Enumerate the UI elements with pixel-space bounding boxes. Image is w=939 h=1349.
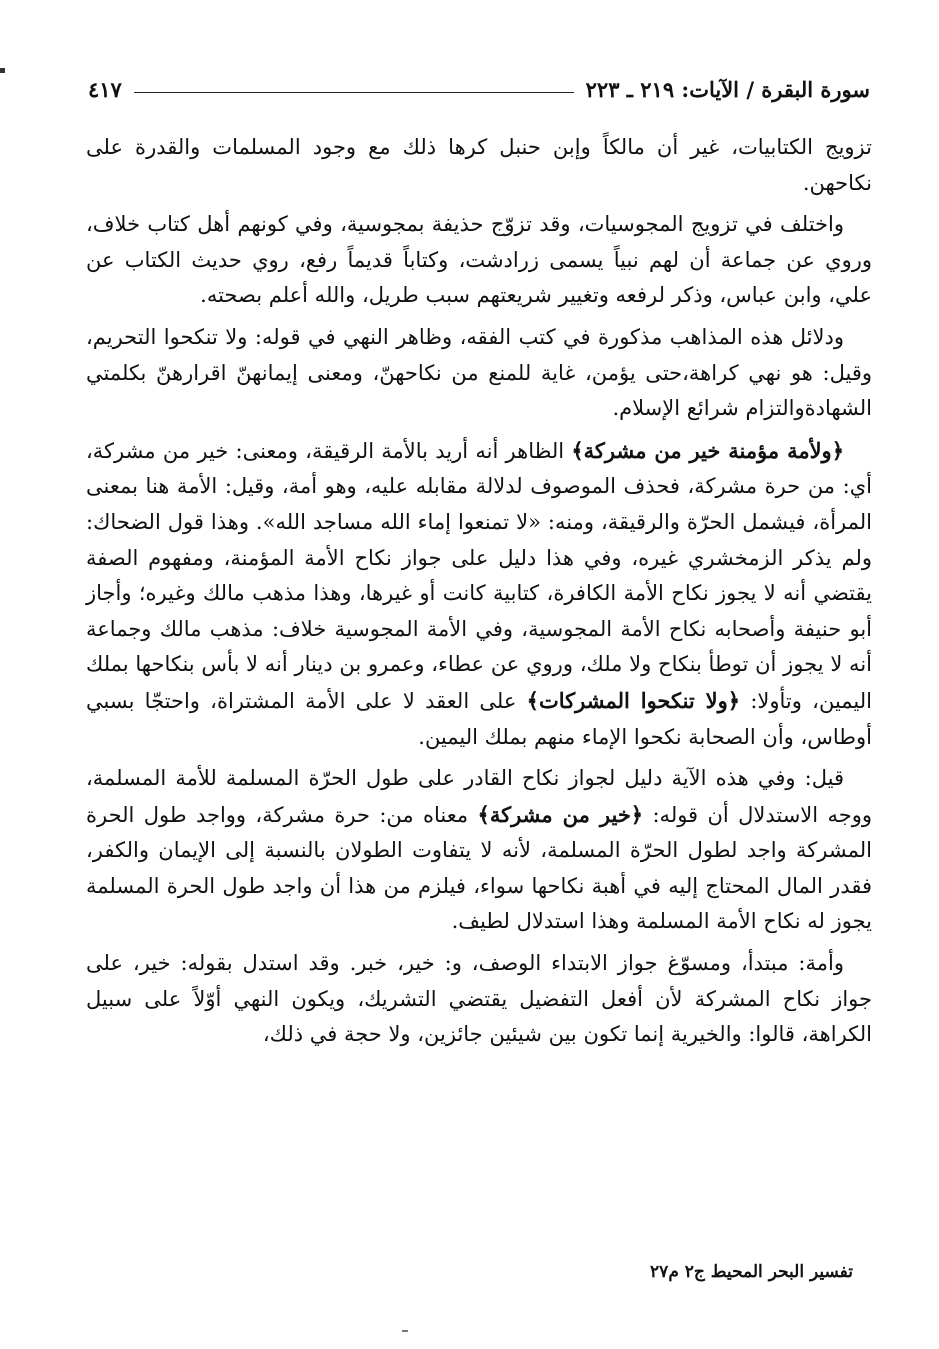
body-text [86, 130, 872, 1059]
paragraph-text: معناه من: حرة مشركة، وواجد طول الحرة المشركة واجد لطول الحرّة المسلمة، لأنه لا يتفاوت الطولان بالنسبة إلى الإيمان والكفر، فقدر المال المحتاج إليه في أهبة نكاحها سواء، فيلزم من هذا أن واجد طول الحرة المسلمة يجوز له نكاح الأمة المسلمة وهذا استدلال لطيف. [86, 802, 872, 934]
header-rule [134, 92, 574, 93]
paragraph [86, 130, 872, 201]
paragraph [86, 320, 872, 427]
scan-speck [402, 1330, 408, 1332]
paragraph-text: قيل: وفي هذه الآية دليل لجواز نكاح القادر على طول الحرّة المسلمة للأمة المسلمة، ووجه الاستدلال أن قوله: [86, 766, 872, 827]
running-header [88, 72, 870, 106]
paragraph-text: الظاهر أنه أريد بالأمة الرقيقة، ومعنى: خير من مشركة، أي: من حرة مشركة، فحذف الموصوف لدلالة مقابله عليه، وهو أمة، وقيل: الأمة هنا بمعنى المرأة، فيشمل الحرّة والرقيقة، ومنه: «لا تمنعوا إماء الله مساجد الله». وهذا قول الضحاك: ولم يذكر الزمخشري غيره، وفي هذا دليل على جواز نكاح الأمة المؤمنة، ومفهوم الصفة يقتضي أنه لا يجوز نكاح الأمة الكافرة، كتابية كانت أو غيرها، وهذا مذهب مالك وغيره؛ وأجاز أبو حنيفة وأصحابه نكاح الأمة المجوسية، وفي الأمة المجوسية خلاف: مذهب مالك وجماعة أنه لا يجوز أن توطأ بنكاح ولا ملك، وروي عن عطاء، وعمرو بن دينار أنه لا بأس بنكاحها بملك اليمين، وتأولا: [86, 438, 872, 713]
paragraph-text: ودلائل هذه المذاهب مذكورة في كتب الفقه، وظاهر النهي في قوله: ولا تنكحوا التحريم، وقيل: هو نهي كراهة،حتى يؤمن، غاية للمنع من نكاحهنّ، ومعنى إيمانهنّ اقرارهنّ بكلمتي الشهادةوالتزام شرائع الإسلام. [86, 324, 872, 421]
footer-signature: تفسير البحر المحيط ج٢ م٢٧ [650, 1262, 853, 1282]
paragraph-text: على العقد لا على الأمة المشتراة، واحتجّا بسبي أوطاس، وأن الصحابة نكحوا الإماء منهم بملك اليمين. [86, 688, 872, 749]
scan-mark [0, 68, 5, 73]
paragraph-text: واختلف في تزويج المجوسيات، وقد تزوّج حذيفة بمجوسية، وفي كونهم أهل كتاب خلاف، وروي عن جماعة أن لهم نبياً يسمى زرادشت، وكتاباً قديماً رفع، روي حديث الكتاب عن علي، وابن عباس، وذكر لرفعه وتغيير شريعتهم سبب طريل، والله أعلم بصحته. [86, 212, 872, 308]
quran-quote: ﴿ولأمة مؤمنة خير من مشركة﴾ [571, 437, 844, 463]
quran-quote: ﴿ولا تنكحوا المشركات﴾ [526, 687, 741, 713]
paragraph [86, 207, 872, 314]
page-number: ٤١٧ [88, 76, 122, 102]
paragraph [86, 761, 872, 940]
paragraph [86, 946, 872, 1053]
paragraph [86, 433, 872, 755]
paragraph-text: وأمة: مبتدأ، ومسوّغ جواز الابتداء الوصف، و: خير، خبر. وقد استدل بقوله: خير، على جواز نكاح المشركة لأن أفعل التفضيل يقتضي التشريك، ويكون النهي أوّلاً على سبيل الكراهة، قالوا: والخيرية إنما تكون بين شيئين جائزين، ولا حجة في ذلك، [86, 951, 872, 1047]
quran-quote: ﴿خير من مشركة﴾ [477, 801, 644, 827]
header-title: سورة البقرة / الآيات: ٢١٩ ـ ٢٢٣ [585, 76, 870, 102]
paragraph-text: تزويج الكتابيات، غير أن مالكاً وإبن حنبل كرها ذلك مع وجود المسلمات والقدرة على نكاحهن. [86, 135, 872, 195]
